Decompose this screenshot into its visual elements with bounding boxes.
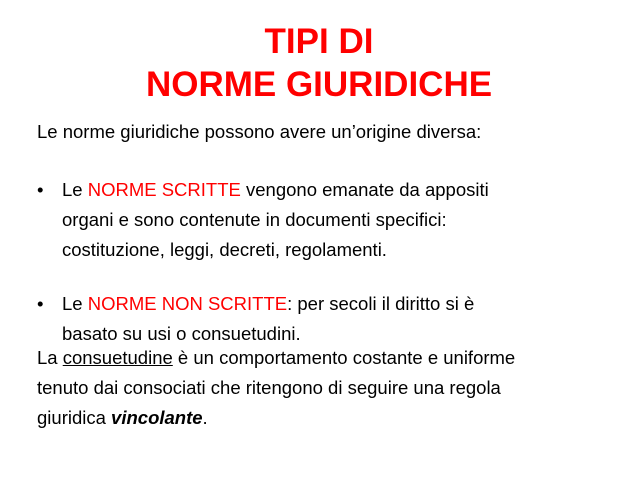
term-vincolante: vincolante <box>111 407 203 428</box>
paragraph-rest: è un comportamento costante e uniforme <box>172 347 516 368</box>
bullet-line-3: costituzione, leggi, decreti, regolamenti. <box>62 239 387 260</box>
bullet-text <box>62 175 489 265</box>
bullet-prefix: Le <box>62 293 88 314</box>
bullet-rest: vengono emanate da appositi <box>240 179 489 200</box>
bullet-rest: : per secoli il diritto si è <box>287 293 475 314</box>
definition-paragraph <box>37 343 515 433</box>
paragraph-line-3 <box>37 403 515 433</box>
paragraph-prefix: giuridica <box>37 407 112 428</box>
bullet-dot: • <box>37 293 44 314</box>
paragraph-prefix: La <box>37 347 63 368</box>
paragraph-rest: . <box>202 407 208 428</box>
bullet-line-2: basato su usi o consuetudini. <box>62 323 301 344</box>
slide-title <box>0 20 638 106</box>
bullet-text <box>62 289 474 349</box>
title-line-2: NORME GIURIDICHE <box>145 65 493 104</box>
highlight-term: NORME NON SCRITTE <box>87 293 288 314</box>
highlight-term: NORME SCRITTE <box>87 179 241 200</box>
bullet-line-2: organi e sono contenute in documenti specifici: <box>62 209 447 230</box>
title-line-1: TIPI DI <box>264 22 374 61</box>
bullet-line-1 <box>62 289 474 319</box>
bullet-line-1 <box>62 175 489 205</box>
term-consuetudine: consuetudine <box>62 347 173 368</box>
bullet-prefix: Le <box>62 179 88 200</box>
intro-text: Le norme giuridiche possono avere un’origine diversa: <box>37 121 482 142</box>
paragraph-line-2: tenuto dai consociati che ritengono di seguire una regola <box>37 377 501 398</box>
bullet-dot: • <box>37 179 44 200</box>
paragraph-line-1 <box>37 343 515 373</box>
